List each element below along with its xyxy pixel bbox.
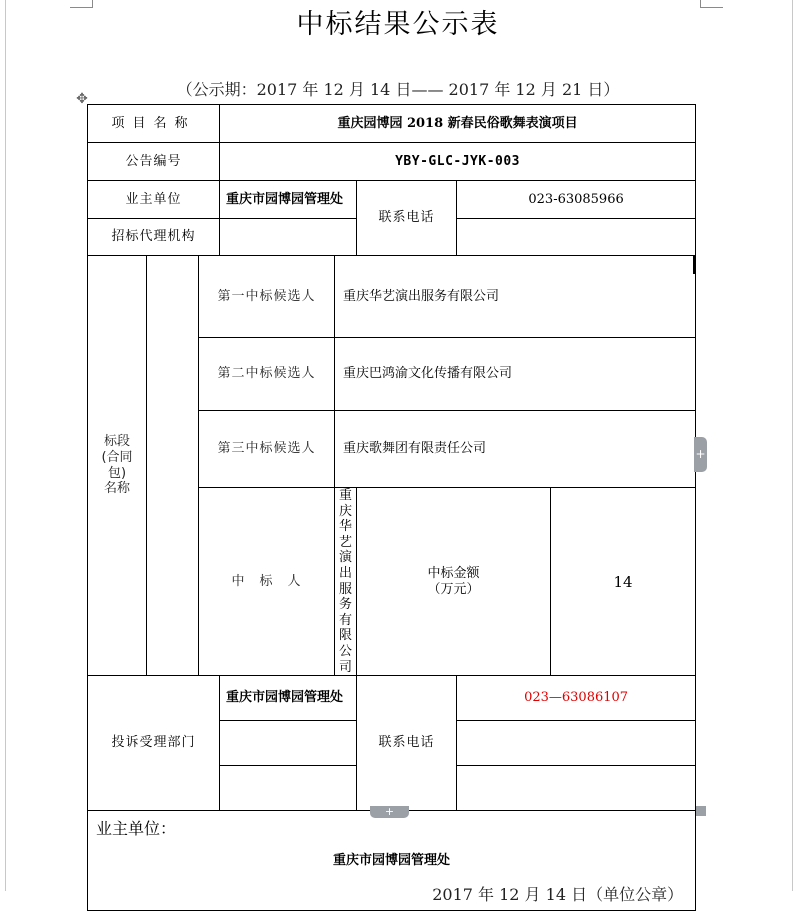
page-left-edge: [5, 0, 6, 891]
footer-date-seal: 2017 年 12 月 14 日（单位公章）: [432, 885, 684, 905]
complaint-dept-value[interactable]: 重庆市园博园管理处: [220, 676, 357, 721]
footer-owner-label: 业主单位：: [96, 819, 177, 839]
agency-value[interactable]: [220, 219, 357, 256]
winner-name-line: 有限公司: [339, 612, 353, 675]
result-table: [87, 104, 696, 911]
winner-label: 中 标 人: [199, 488, 335, 676]
section-label-line: 包): [107, 465, 127, 481]
contact-phone-label: 联系电话: [357, 181, 457, 256]
complaint-phone-value[interactable]: 023—63086107: [457, 676, 696, 721]
document-title: 中标结果公示表: [296, 9, 500, 40]
plus-icon[interactable]: +: [694, 437, 707, 472]
table-row: [88, 676, 696, 721]
amount-label-line: 中标金额: [427, 565, 480, 581]
contact-phone-extra[interactable]: [457, 219, 696, 256]
section-label-line: 名称: [103, 481, 130, 497]
complaint-phone-extra[interactable]: [457, 721, 696, 766]
section-name-value[interactable]: [147, 256, 199, 676]
section-name-label: [88, 256, 147, 676]
complaint-dept-label: 投诉受理部门: [88, 676, 220, 811]
complaint-dept-extra[interactable]: [220, 766, 357, 811]
notice-number-label: 公告编号: [88, 143, 220, 181]
candidate-2-value[interactable]: 重庆巴鸿渝文化传播有限公司: [335, 338, 696, 411]
owner-label: 业主单位: [88, 181, 220, 219]
section-label-line: (合同: [101, 449, 133, 465]
footer-signature-cell[interactable]: [88, 811, 696, 911]
project-name-label: 项目名称: [88, 105, 220, 143]
move-icon[interactable]: ✥: [76, 91, 88, 107]
candidate-3-label: 第三中标候选人: [199, 411, 335, 488]
publicity-period: （公示期：2017 年 12 月 14 日—— 2017 年 12 月 21 日）: [176, 80, 620, 99]
candidate-1-label: 第一中标候选人: [199, 256, 335, 338]
table-row: [88, 181, 696, 219]
table-row: [88, 811, 696, 911]
notice-number-value[interactable]: YBY-GLC-JYK-003: [220, 143, 696, 181]
project-name-value[interactable]: 重庆园博园 2018 新春民俗歌舞表演项目: [220, 105, 696, 143]
candidate-1-value[interactable]: 重庆华艺演出服务有限公司: [335, 256, 696, 338]
footer-organization: 重庆市园博园管理处: [333, 853, 451, 869]
section-label-line: 标段: [103, 434, 130, 450]
winner-name[interactable]: [335, 488, 357, 676]
winning-amount-label: [357, 488, 551, 676]
table-row: [88, 105, 696, 143]
contact-phone-value[interactable]: 023-63085966: [457, 181, 696, 219]
winner-name-line: 重庆华艺演出服务: [339, 488, 353, 613]
table-row: [88, 143, 696, 181]
complaint-phone-extra[interactable]: [457, 766, 696, 811]
candidate-2-label: 第二中标候选人: [199, 338, 335, 411]
agency-label: 招标代理机构: [88, 219, 220, 256]
plus-icon[interactable]: +: [370, 806, 409, 818]
complaint-dept-extra[interactable]: [220, 721, 357, 766]
owner-value[interactable]: 重庆市园博园管理处: [220, 181, 357, 219]
page-right-edge: [792, 0, 793, 891]
complaint-phone-label: 联系电话: [357, 676, 457, 811]
table-row: [88, 256, 696, 338]
winning-amount-value[interactable]: 14: [551, 488, 696, 676]
resize-icon[interactable]: [696, 806, 706, 816]
amount-label-line: （万元）: [427, 581, 480, 597]
candidate-3-value[interactable]: 重庆歌舞团有限责任公司: [335, 411, 696, 488]
